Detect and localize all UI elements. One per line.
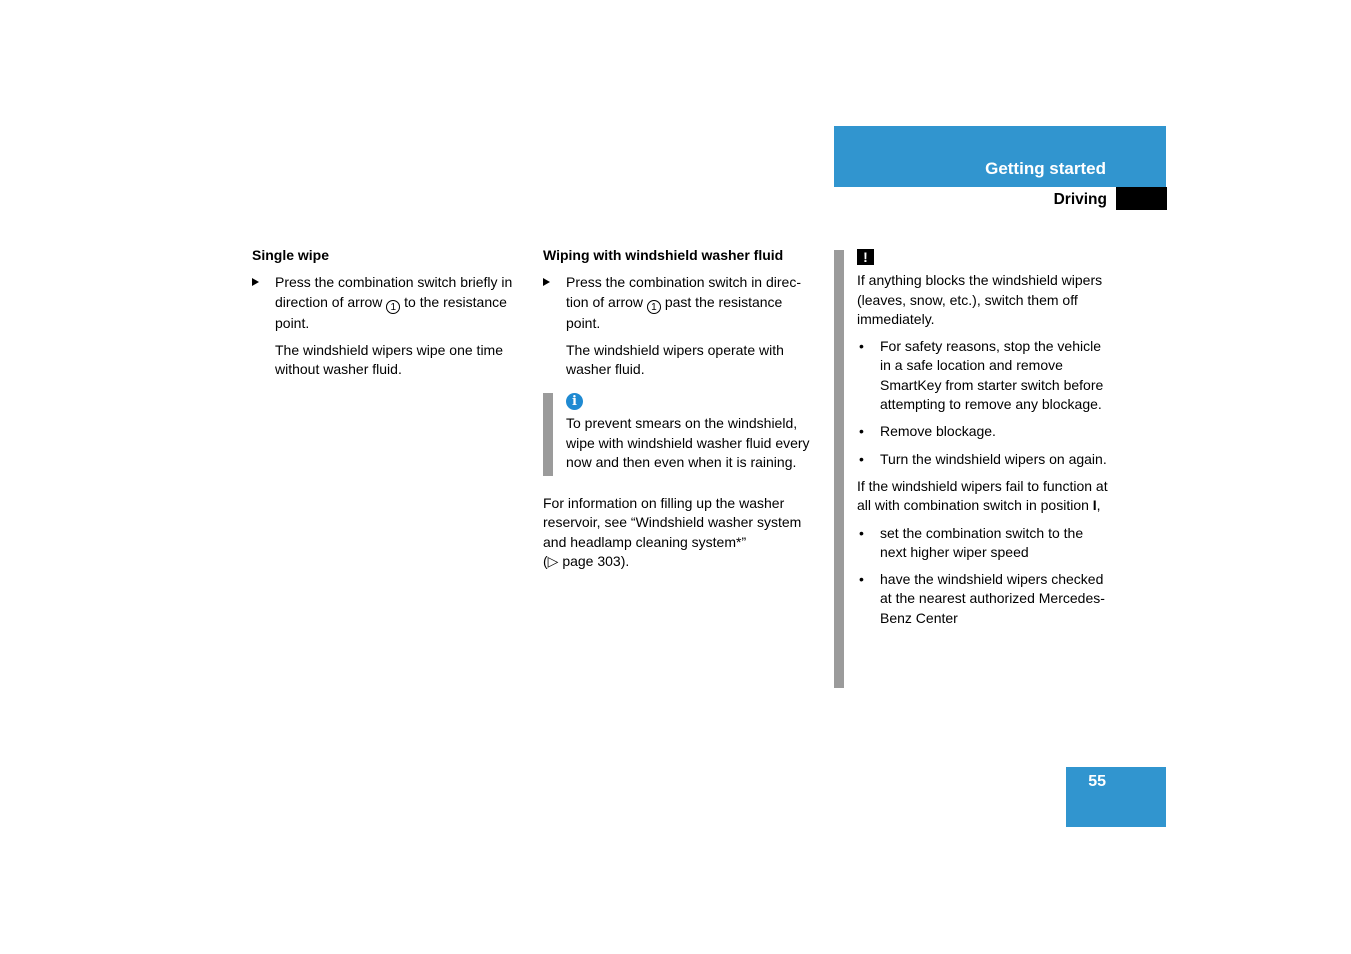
subsection-title: Driving: [1053, 191, 1107, 208]
column-washer-fluid: [543, 246, 818, 379]
warning-intro: If anything blocks the windshield wipers (leaves, snow, etc.), switch them off immediately.: [857, 272, 1103, 327]
info-icon: i: [566, 393, 583, 410]
instruction-step: Press the combination switch briefly in direction of arrow 1 to the resistance point.: [252, 273, 527, 333]
step-result: The windshield wipers wipe one time without washer fluid.: [275, 341, 503, 378]
info-note: [566, 391, 819, 472]
arrow-reference-1-icon: 1: [647, 300, 661, 314]
instruction-step: Press the combination switch in direc-tion of arrow 1 past the resistance point.: [543, 273, 818, 333]
more-info-text: For information on filling up the washer reservoir, see “Windshield washer system and headlamp cleaning system*”: [543, 495, 802, 550]
list-item: • Remove blockage.: [859, 423, 996, 440]
heading-single-wipe: Single wipe: [252, 247, 330, 263]
position-symbol: I: [1092, 497, 1097, 514]
fail-paragraph: If the windshield wipers fail to function at all with combination switch in position I,: [857, 477, 1108, 514]
info-note-bar: [543, 393, 553, 476]
list-item: • have the windshield wipers checked at the nearest authorized Mercedes-Benz Center: [859, 571, 1105, 626]
list-item: • set the combination switch to the next higher wiper speed: [859, 524, 1084, 560]
section-title: Getting started: [985, 159, 1106, 178]
warning-note: [857, 248, 1112, 628]
step-arrow-icon: [252, 278, 259, 286]
step-result: The windshield wipers operate with washer fluid.: [566, 341, 784, 378]
section-tab-marker: [1116, 187, 1167, 210]
page-number: 55: [1088, 773, 1106, 790]
arrow-reference-1-icon: 1: [386, 300, 400, 314]
warning-icon: !: [857, 249, 874, 265]
step-arrow-icon: [543, 278, 550, 286]
info-note-text: To prevent smears on the windshield, wipe with windshield washer fluid every now and then even when it is raining.: [566, 415, 810, 470]
list-item: • Turn the windshield wipers on again.: [859, 450, 1107, 467]
heading-washer-fluid: Wiping with windshield washer fluid: [543, 247, 784, 263]
warning-note-bar: [834, 250, 844, 688]
page-reference: (▷ page 303).: [543, 552, 630, 569]
column-single-wipe: [252, 246, 527, 379]
list-item: • For safety reasons, stop the vehicle in a safe location and remove SmartKey from starter switch before attempting to remove any blockage.: [859, 338, 1104, 413]
more-info-paragraph: [543, 494, 818, 571]
